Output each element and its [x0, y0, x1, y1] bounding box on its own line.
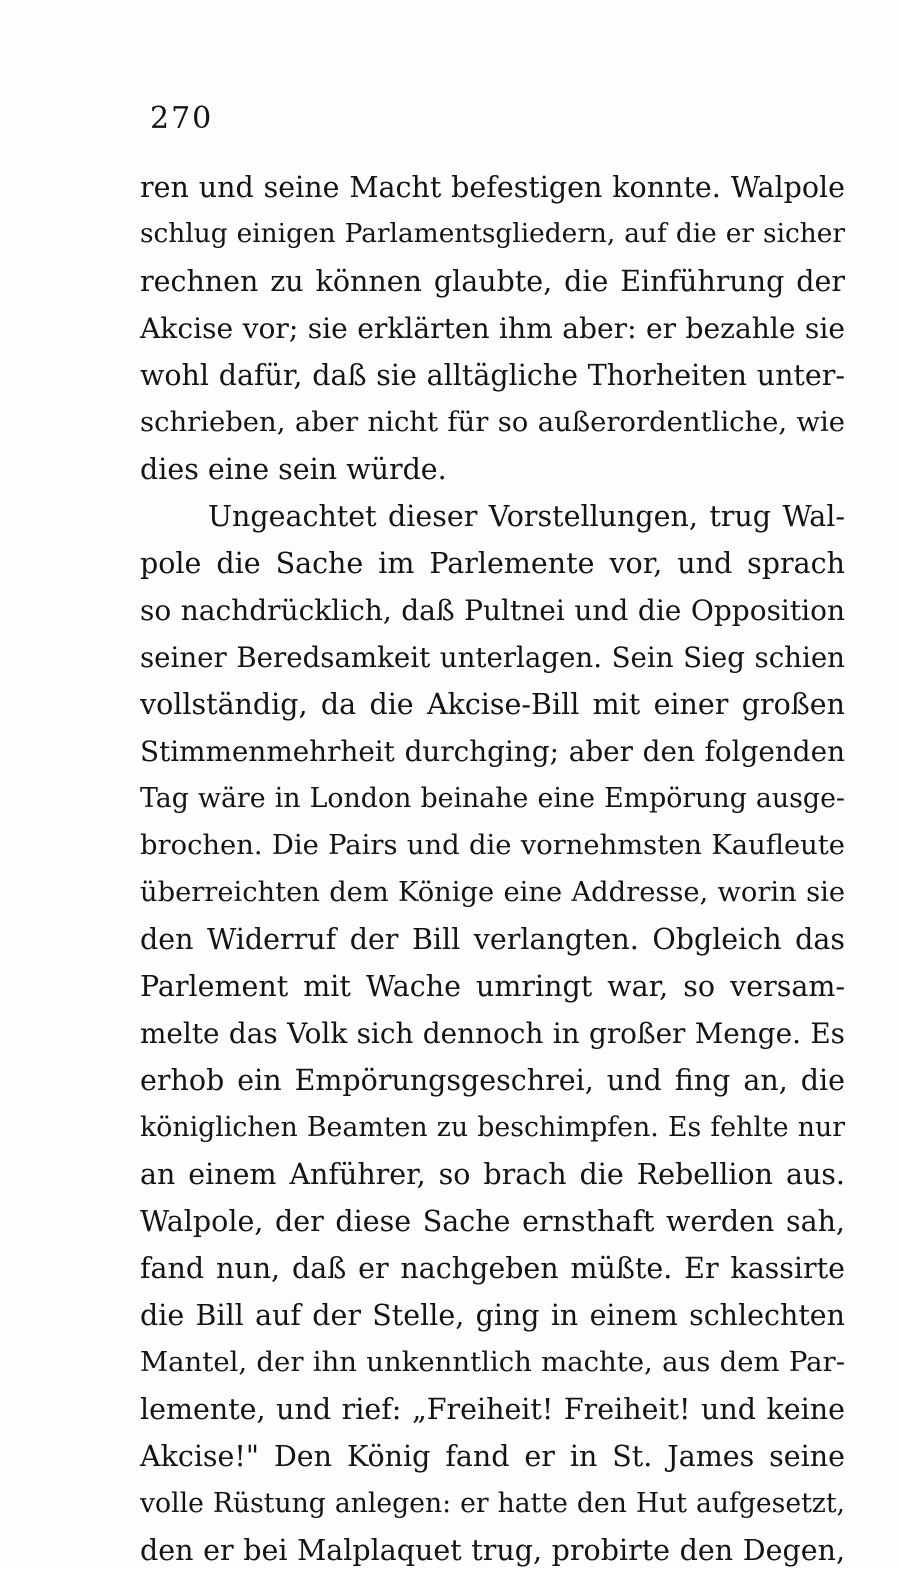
text-line: Mantel, der ihn unkenntlich machte, aus dem Par- [140, 1346, 845, 1378]
text-line: erhob ein Empörungsgeschrei, und fing an, die [140, 1064, 845, 1097]
text-line: überreichten dem Könige eine Addresse, worin sie [140, 877, 845, 908]
text-line: brochen. Die Pairs und die vornehmsten Kaufleute [140, 830, 845, 861]
text-line: melte das Volk sich dennoch in großer Menge. Es [140, 1017, 845, 1050]
text-line: königlichen Beamten zu beschimpfen. Es fehlte nur [140, 1112, 845, 1143]
text-line: den er bei Malplaquet trug, probirte den Degen, [140, 1534, 845, 1567]
text-line: pole die Sache im Parlemente vor, und sprach [140, 547, 845, 580]
paragraph-start-line: Ungeachtet dieser Vorstellungen, trug Wal- [208, 500, 845, 533]
text-line: an einem Anführer, so brach die Rebellion aus. [140, 1158, 845, 1191]
body-text [140, 164, 845, 1574]
text-line: ren und seine Macht befestigen konnte. Walpole [140, 171, 845, 204]
text-line: Stimmenmehrheit durchging; aber den folgenden [140, 735, 845, 768]
text-line: volle Rüstung anlegen: er hatte den Hut aufgesetzt, [140, 1488, 845, 1519]
text-line: schrieben, aber nicht für so außerordentliche, wie [140, 407, 845, 438]
text-line: Akcise!" Den König fand er in St. James seine [140, 1440, 845, 1473]
text-line: die Bill auf der Stelle, ging in einem schlechten [140, 1299, 845, 1332]
text-line: lemente, und rief: „Freiheit! Freiheit! und keine [140, 1393, 845, 1426]
text-line: so nachdrücklich, daß Pultnei und die Opposition [140, 594, 845, 627]
paragraph-end-line: dies eine sein würde. [140, 453, 447, 486]
text-line: vollständig, da die Akcise-Bill mit einer großen [140, 688, 845, 721]
text-line: seiner Beredsamkeit unterlagen. Sein Sieg schien [140, 641, 845, 674]
text-line: Akcise vor; sie erklärten ihm aber: er bezahle sie [140, 312, 845, 345]
text-line: schlug einigen Parlamentsgliedern, auf die er sicher [140, 219, 845, 249]
text-line: wohl dafür, daß sie alltägliche Thorheiten unter- [140, 359, 845, 392]
text-line: Walpole, der diese Sache ernsthaft werden sah, [140, 1205, 845, 1238]
text-line: den Widerruf der Bill verlangten. Obgleich das [140, 923, 845, 956]
text-line: fand nun, daß er nachgeben müßte. Er kassirte [140, 1252, 845, 1285]
text-line: Tag wäre in London beinahe eine Empörung ausge- [140, 783, 845, 814]
text-line: rechnen zu können glaubte, die Einführung der [140, 265, 845, 298]
text-line: Parlement mit Wache umringt war, so versam- [140, 970, 845, 1003]
page-number: 270 [150, 101, 214, 136]
